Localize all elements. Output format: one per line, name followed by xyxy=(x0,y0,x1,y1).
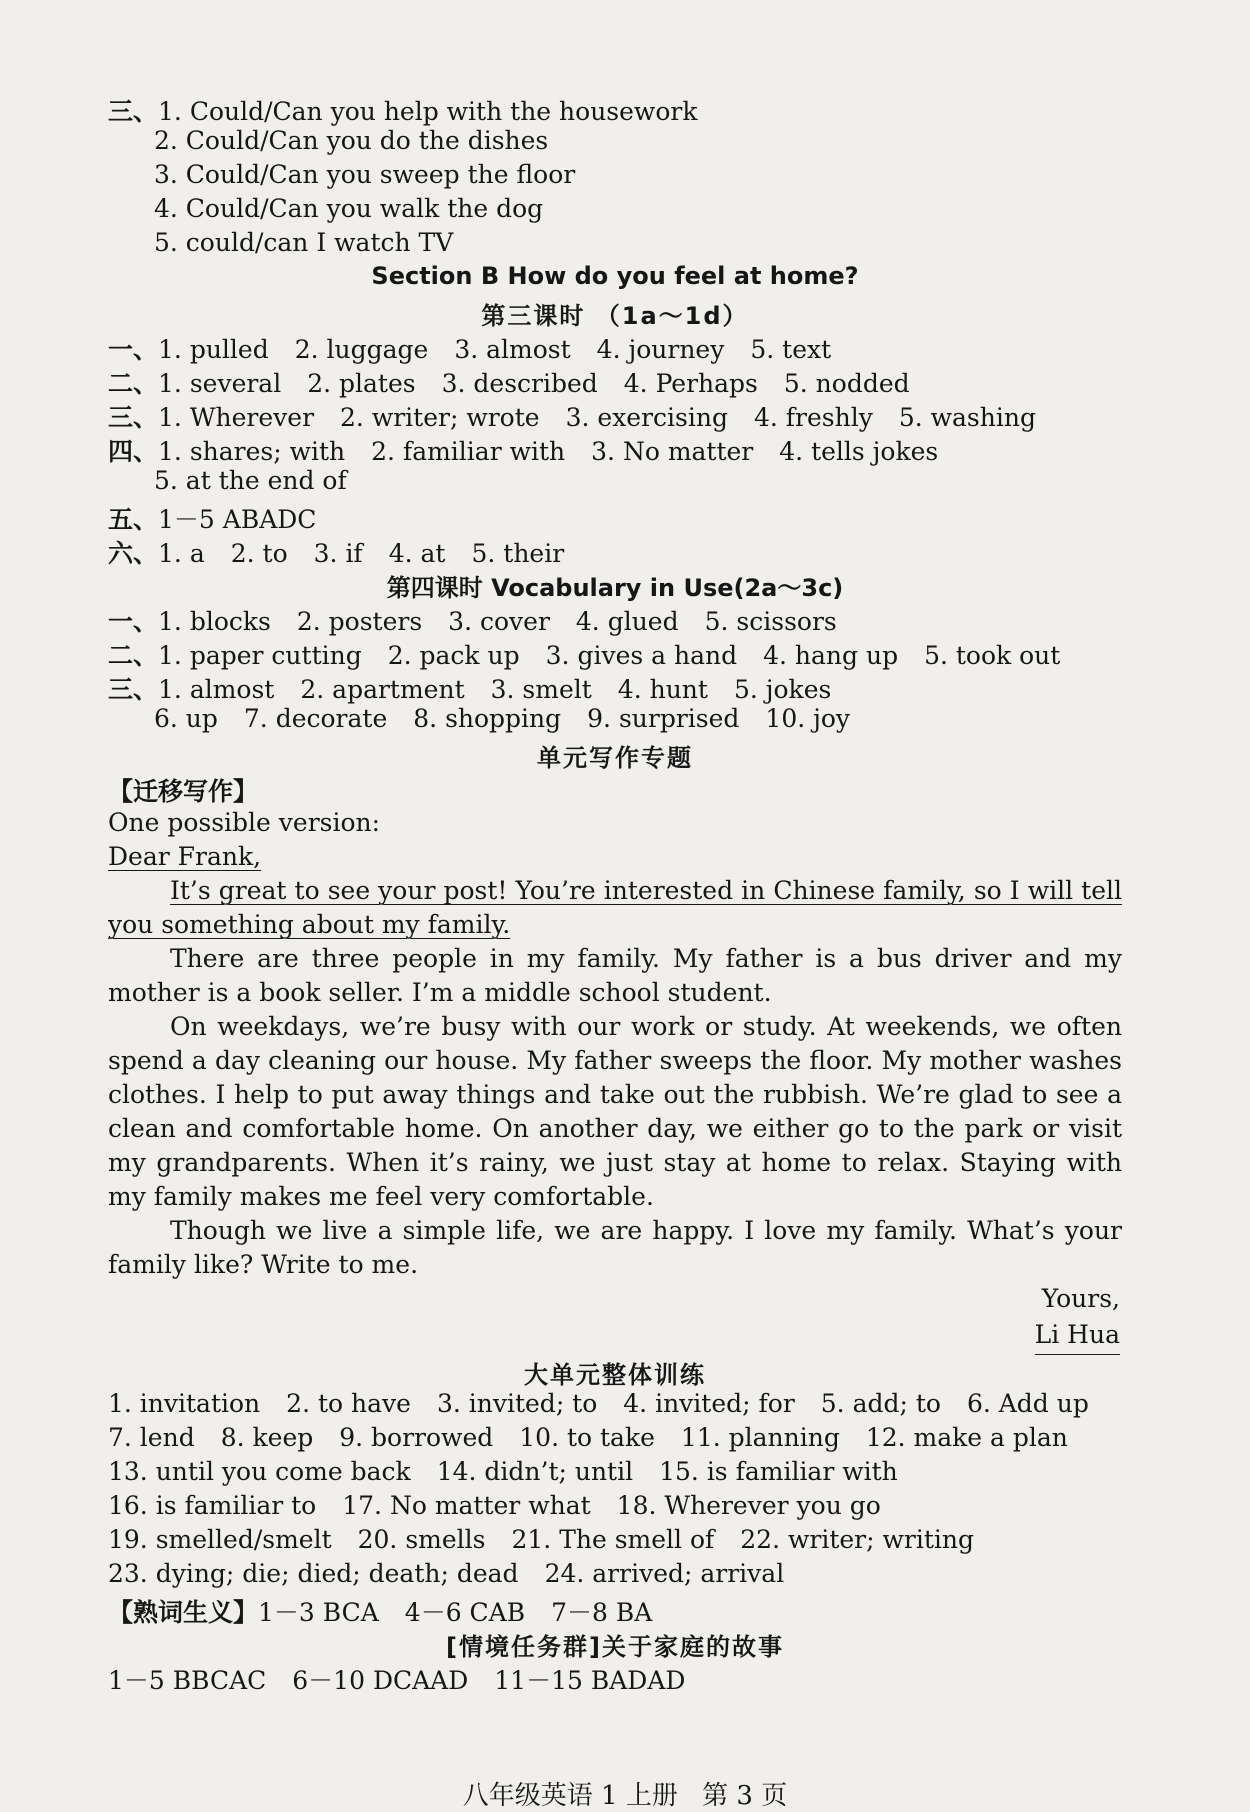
answer-item: 3. Could/Can you sweep the floor xyxy=(154,160,576,189)
page-footer xyxy=(0,1775,1250,1812)
answer-item: 4. glued xyxy=(575,607,679,636)
answer-item: 4. Perhaps xyxy=(623,369,758,398)
answer-item: 5. scissors xyxy=(704,607,837,636)
answer-item: 5. washing xyxy=(898,403,1036,432)
answer-item: 22. writer; writing xyxy=(740,1525,974,1554)
model-essay xyxy=(108,806,1122,1355)
answer-item: 3. smelt xyxy=(490,675,592,704)
answer-item: 3. almost xyxy=(454,335,571,364)
lesson-4-answers xyxy=(108,602,1122,738)
answer-item: 7－8 BA xyxy=(551,1598,653,1627)
writing-title: 单元写作专题 xyxy=(537,744,693,772)
section-label: 一、 xyxy=(108,335,159,364)
answer-item: 10. to take xyxy=(519,1423,655,1452)
task-group-answers xyxy=(108,1661,1122,1695)
answer-item: 6. up xyxy=(154,704,218,733)
answer-item: 2. to xyxy=(230,539,288,568)
section-b-title: Section B How do you feel at home? xyxy=(371,262,859,290)
essay-closing: Yours, xyxy=(1041,1284,1120,1313)
answer-item: 7. decorate xyxy=(243,704,388,733)
answer-item: 3. invited; to xyxy=(436,1389,598,1418)
answer-item: 2. to have xyxy=(286,1389,411,1418)
answer-item: 4. hunt xyxy=(617,675,708,704)
writing-tag-line xyxy=(108,772,1122,806)
essay-paragraph: It’s great to see your post! You’re interested in Chinese family, so I will tell you something about my family. xyxy=(108,876,1122,939)
answer-item: 1－5 BBCAC xyxy=(108,1666,267,1695)
answer-line xyxy=(108,1457,1122,1491)
shuci-line xyxy=(108,1593,1122,1627)
answer-item: 24. arrived; arrival xyxy=(544,1559,785,1588)
answer-item: 11. planning xyxy=(680,1423,840,1452)
answer-item: 2. writer; wrote xyxy=(340,403,540,432)
answer-line xyxy=(108,636,1122,670)
answer-item: 5. add; to xyxy=(820,1389,941,1418)
section-label: 一、 xyxy=(108,607,159,636)
section-label: 二、 xyxy=(108,641,159,670)
answer-line xyxy=(108,1423,1122,1457)
unit-training-title: 大单元整体训练 xyxy=(524,1361,706,1389)
answer-item: 2. luggage xyxy=(294,335,429,364)
answer-item: 6－10 DCAAD xyxy=(292,1666,469,1695)
answer-item: 1. a xyxy=(158,539,205,568)
answer-item: 5. took out xyxy=(924,641,1061,670)
writing-tag: 【迁移写作】 xyxy=(108,777,259,806)
answer-item: 4. tells jokes xyxy=(779,437,939,466)
page-number: 第 3 页 xyxy=(702,1781,788,1811)
answer-item: 3. No matter xyxy=(591,437,754,466)
answer-line xyxy=(108,160,1122,194)
answer-item: 2. Could/Can you do the dishes xyxy=(154,126,549,155)
answer-item: 15. is familiar with xyxy=(659,1457,898,1486)
answer-item: 4. hang up xyxy=(763,641,899,670)
essay-paragraph: Though we live a simple life, we are happy. I love my family. What’s your family like? Write to me. xyxy=(108,1216,1122,1279)
answer-item: 6. Add up xyxy=(966,1389,1089,1418)
answer-item: 19. smelled/smelt xyxy=(108,1525,332,1554)
answer-item: 7. lend xyxy=(108,1423,195,1452)
essay-signature: Li Hua xyxy=(108,1318,1122,1355)
answer-item: 3. exercising xyxy=(565,403,728,432)
answer-line xyxy=(108,92,1122,126)
answer-item: 3. gives a hand xyxy=(545,641,738,670)
essay-intro: One possible version: xyxy=(108,808,381,837)
section-label: 四、 xyxy=(108,437,159,466)
answer-item: 5. jokes xyxy=(733,675,832,704)
answer-line xyxy=(108,1491,1122,1525)
answer-line xyxy=(108,1389,1122,1423)
part-three-block xyxy=(108,92,1122,262)
answer-item: 1. pulled xyxy=(158,335,269,364)
answer-line xyxy=(108,534,1122,568)
answer-item: 2. posters xyxy=(296,607,423,636)
section-label: 六、 xyxy=(108,539,159,568)
answer-line xyxy=(108,194,1122,228)
answer-item: 5. at the end of xyxy=(154,466,347,495)
answer-item: 21. The smell of xyxy=(511,1525,715,1554)
answer-item: 1. almost xyxy=(158,675,275,704)
answer-line xyxy=(108,466,1122,500)
answer-item: 2. pack up xyxy=(387,641,520,670)
answer-line xyxy=(108,228,1122,262)
answer-item: 1. blocks xyxy=(158,607,271,636)
answer-item: 1. paper cutting xyxy=(158,641,362,670)
answer-item: 14. didn’t; until xyxy=(436,1457,634,1486)
answer-item: 4. invited; for xyxy=(623,1389,795,1418)
book-title: 八年级英语 1 上册 xyxy=(462,1781,678,1811)
answer-item: 9. borrowed xyxy=(339,1423,494,1452)
answer-item: 5. could/can I watch TV xyxy=(154,228,454,257)
answer-item: 9. surprised xyxy=(587,704,740,733)
answer-item: 4. journey xyxy=(596,335,725,364)
answer-line xyxy=(108,500,1122,534)
answer-item: 13. until you come back xyxy=(108,1457,411,1486)
answer-line xyxy=(108,704,1122,738)
answer-item: 1. invitation xyxy=(108,1389,261,1418)
answer-item: 3. if xyxy=(313,539,363,568)
answer-item: 18. Wherever you go xyxy=(616,1491,881,1520)
answer-item: 4. Could/Can you walk the dog xyxy=(154,194,544,223)
answer-item: 16. is familiar to xyxy=(108,1491,317,1520)
answer-line xyxy=(108,126,1122,160)
essay-greeting: Dear Frank, xyxy=(108,842,262,871)
section-label: 五、 xyxy=(108,505,159,534)
answer-item: 1. Could/Can you help with the housework xyxy=(158,97,698,126)
section-label: 三、 xyxy=(108,403,159,432)
lesson-4-title: 第四课时 Vocabulary in Use(2a～3c) xyxy=(386,574,844,602)
answer-item: 1－5 ABADC xyxy=(158,505,317,534)
answer-item: 23. dying; die; died; death; dead xyxy=(108,1559,519,1588)
answer-item: 3. described xyxy=(441,369,598,398)
answer-item: 3. cover xyxy=(448,607,550,636)
lesson-3-answers xyxy=(108,330,1122,568)
section-label: 三、 xyxy=(108,97,159,126)
answer-item: 2. plates xyxy=(307,369,416,398)
section-label: 二、 xyxy=(108,369,159,398)
answer-item: 10. joy xyxy=(765,704,851,733)
answer-line xyxy=(108,330,1122,364)
task-group-title: [情境任务群]关于家庭的故事 xyxy=(446,1633,784,1661)
answer-item: 5. nodded xyxy=(783,369,910,398)
answer-item: 11－15 BADAD xyxy=(494,1666,686,1695)
answer-item: 17. No matter what xyxy=(342,1491,591,1520)
shuci-tag: 【熟词生义】 xyxy=(108,1598,259,1627)
answer-item: 8. keep xyxy=(220,1423,314,1452)
lesson-3-title: 第三课时 （1a～1d） xyxy=(481,302,749,330)
answer-item: 1－3 BCA xyxy=(258,1598,379,1627)
answer-line xyxy=(108,1525,1122,1559)
answer-item: 5. their xyxy=(471,539,565,568)
answer-item: 1. shares; with xyxy=(158,437,346,466)
unit-training-answers xyxy=(108,1389,1122,1593)
answer-item: 5. text xyxy=(750,335,832,364)
answer-line xyxy=(108,1559,1122,1593)
essay-paragraph: There are three people in my family. My father is a bus driver and my mother is a book seller. I’m a middle school student. xyxy=(108,944,1122,1007)
answer-item: 2. apartment xyxy=(300,675,465,704)
essay-paragraph: On weekdays, we’re busy with our work or study. At weekends, we often spend a day cleaning our house. My father sweeps the floor. My mother washes clothes. I help to put away things and take out the rubbish. We’re glad to see a clean and comfortable home. On another day, we either go to the park or visit my grandparents. When it’s rainy, we just stay at home to relax. Staying with my family makes me feel very comfortable. xyxy=(108,1012,1122,1211)
answer-item: 1. Wherever xyxy=(158,403,315,432)
answer-line xyxy=(108,364,1122,398)
answer-line xyxy=(108,602,1122,636)
answer-item: 2. familiar with xyxy=(371,437,566,466)
answer-line xyxy=(108,398,1122,432)
answer-line xyxy=(108,670,1122,704)
answer-line xyxy=(108,432,1122,466)
answer-item: 4. at xyxy=(388,539,446,568)
answer-item: 20. smells xyxy=(357,1525,486,1554)
section-label: 三、 xyxy=(108,675,159,704)
answer-item: 8. shopping xyxy=(413,704,562,733)
answer-item: 1. several xyxy=(158,369,282,398)
answer-item: 4. freshly xyxy=(753,403,873,432)
answer-item: 12. make a plan xyxy=(865,1423,1068,1452)
answer-item: 4－6 CAB xyxy=(404,1598,526,1627)
